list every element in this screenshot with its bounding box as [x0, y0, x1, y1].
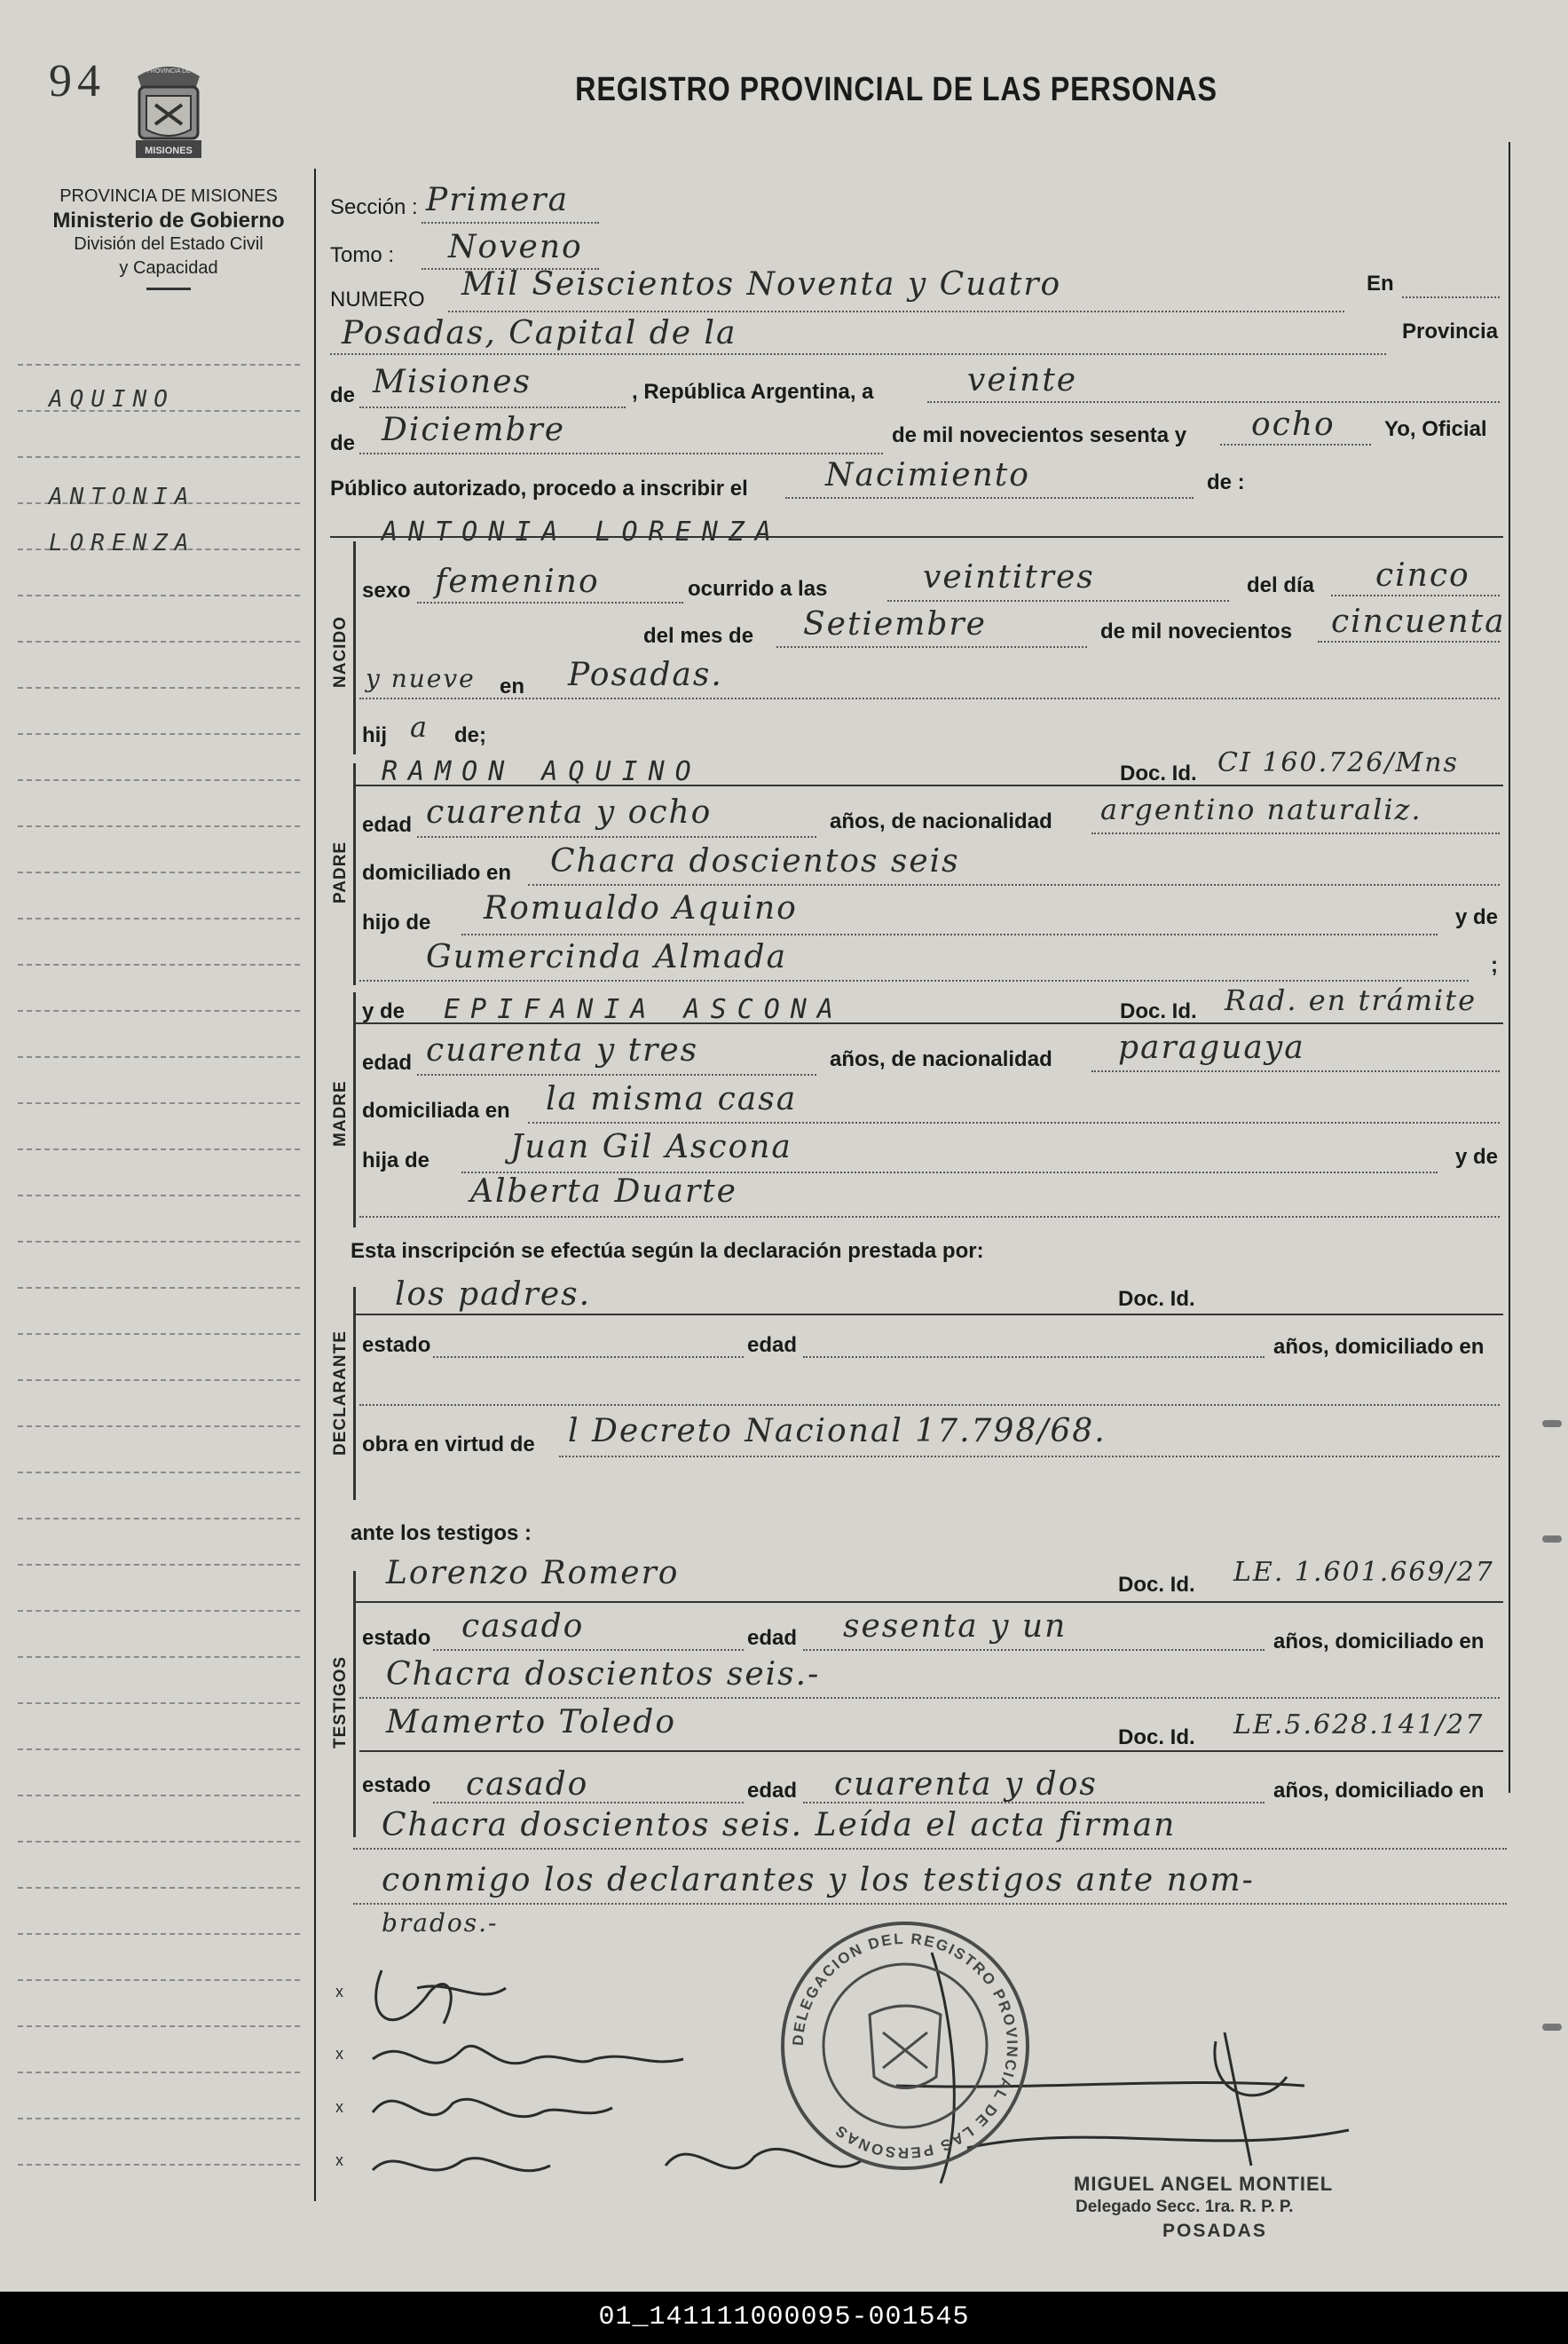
margin-ruled-line — [18, 1425, 300, 1428]
hij-value: a — [410, 710, 429, 744]
testigo-1-estado-value: casado — [461, 1608, 585, 1645]
place-line — [330, 353, 1386, 355]
de-label-1: de — [330, 383, 356, 407]
margin-ruled-line — [18, 733, 300, 736]
madre-anios-nac-label: años, de nacionalidad — [830, 1047, 1052, 1071]
declarante-name-line — [353, 1314, 1503, 1315]
margin-ruled-line — [18, 1333, 300, 1336]
margin-ruled-line — [18, 1795, 300, 1797]
provincial-crest-icon — [120, 60, 217, 167]
margin-ruled-line — [18, 1656, 300, 1659]
agency-block — [18, 185, 319, 290]
testigo-2-domicilio-line — [353, 1848, 1507, 1850]
sexo-value: femenino — [435, 564, 600, 600]
crest-ribbon: PROVINCIA DE — [146, 68, 191, 75]
closing-line-1-rule — [353, 1903, 1507, 1905]
margin-ruled-line — [18, 1887, 300, 1890]
numero-line — [448, 311, 1344, 312]
madre-domicilio-label: domiciliada en — [362, 1099, 510, 1123]
signature-3 — [373, 2099, 612, 2117]
madre-domicilio-value: la misma casa — [546, 1081, 798, 1117]
obra-value: l Decreto Nacional 17.798/68. — [568, 1413, 1107, 1449]
margin-note-surname: AQUINO — [49, 386, 175, 413]
madre-bracket — [353, 992, 356, 1227]
padre-name-line — [353, 785, 1503, 786]
testigo-1-edad-label: edad — [747, 1626, 798, 1650]
madre-y-de-label-2: y de — [1455, 1145, 1499, 1169]
declarante-name: los padres. — [395, 1276, 592, 1313]
officer-name: MIGUEL ANGEL MONTIEL — [1074, 2173, 1334, 2195]
en-line — [1402, 296, 1500, 298]
seccion-value: Primera — [426, 182, 570, 218]
margin-ruled-line — [18, 1472, 300, 1474]
testigo-2-name-line — [359, 1750, 1503, 1752]
official-seal-stamp-icon — [776, 1917, 1034, 2174]
madre-madre-value: Alberta Duarte — [470, 1173, 737, 1210]
right-rule — [1509, 142, 1510, 1793]
testigo-2-edad-value: cuarenta y dos — [834, 1766, 1098, 1803]
padre-nacionalidad-line — [1091, 833, 1500, 834]
dia-line — [927, 401, 1500, 403]
file-id: 01_141111000095-001545 — [598, 2302, 970, 2332]
margin-ruled-line — [18, 1010, 300, 1013]
padre-domicilio-value: Chacra doscientos seis — [550, 843, 960, 880]
margin-ruled-line — [18, 2025, 300, 2028]
testigo-1-doc-value: LE. 1.601.669/27 — [1233, 1557, 1494, 1588]
margin-ruled-line — [18, 964, 300, 967]
margin-ruled-line — [18, 1748, 300, 1751]
testigo-2-doc-label: Doc. Id. — [1118, 1725, 1195, 1749]
publico-label: Público autorizado, procedo a inscribir el — [330, 477, 748, 501]
yo-label: Yo, Oficial — [1384, 417, 1487, 441]
testigo-2-edad-label: edad — [747, 1779, 798, 1803]
madre-name-line — [353, 1022, 1503, 1024]
padre-doc-value: CI 160.726/Mns — [1217, 747, 1459, 778]
page-number: 94 — [49, 56, 106, 107]
sexo-line — [417, 602, 683, 604]
madre-edad-line — [417, 1074, 816, 1076]
margin-ruled-line — [18, 1564, 300, 1567]
crest-label: MISIONES — [145, 146, 193, 156]
declarante-bracket — [353, 1287, 356, 1500]
madre-y-de-label: y de — [362, 999, 406, 1023]
dia-nac-value: cinco — [1375, 557, 1470, 594]
sexo-label: sexo — [362, 579, 411, 603]
padre-semicolon: ; — [1491, 953, 1498, 977]
tomo-value: Noveno — [448, 229, 583, 265]
svg-text:x: x — [335, 1983, 343, 2001]
margin-ruled-line — [18, 1056, 300, 1059]
en-label: En — [1367, 272, 1394, 296]
nacido-section-label: NACIDO — [331, 616, 350, 688]
declarante-edad-label: edad — [747, 1333, 798, 1357]
republica-label: , República Argentina, a — [632, 380, 874, 404]
de-colon-label: de : — [1207, 470, 1245, 494]
testigo-2-domicilio: Chacra doscientos seis. Leída el acta firman — [382, 1807, 1177, 1843]
padre-edad-value: cuarenta y ocho — [426, 794, 713, 831]
margin-ruled-line — [18, 1933, 300, 1936]
del-dia-label: del día — [1247, 573, 1315, 597]
margin-ruled-line — [18, 2072, 300, 2074]
acto-value: Nacimiento — [825, 457, 1030, 493]
testigo-2-name: Mamerto Toledo — [386, 1704, 676, 1740]
margin-ruled-line — [18, 918, 300, 920]
testigo-1-domicilio-line — [359, 1697, 1500, 1699]
margin-ruled-line — [18, 1241, 300, 1243]
hij-label: hij — [362, 723, 387, 747]
testigos-bracket — [353, 1571, 356, 1837]
padre-domicilio-label: domiciliado en — [362, 861, 512, 885]
padre-domicilio-line — [528, 884, 1500, 886]
padre-padre-value: Romualdo Aquino — [484, 890, 798, 927]
margin-rule — [314, 169, 316, 2201]
margin-ruled-line — [18, 687, 300, 690]
margin-ruled-line — [18, 1610, 300, 1613]
binder-ring-1 — [1542, 1420, 1562, 1427]
declarante-domicilio-line — [359, 1404, 1500, 1406]
madre-nacionalidad-line — [1091, 1070, 1500, 1072]
margin-ruled-line — [18, 364, 300, 367]
padre-padre-line — [461, 934, 1438, 935]
margin-ruled-line — [18, 2118, 300, 2120]
provincia-label: Provincia — [1402, 320, 1499, 343]
closing-line-2: brados.- — [382, 1908, 499, 1938]
padre-bracket — [353, 763, 356, 985]
madre-doc-label: Doc. Id. — [1120, 999, 1197, 1023]
nacido-bracket — [353, 541, 356, 754]
margin-ruled-line — [18, 1379, 300, 1382]
padre-name: RAMON AQUINO — [382, 756, 702, 787]
declarante-section-label: DECLARANTE — [331, 1330, 350, 1456]
margin-ruled-line — [18, 595, 300, 597]
mes-nac-line — [776, 646, 1087, 648]
margin-ruled-line — [18, 1102, 300, 1105]
mes-line — [359, 453, 883, 454]
madre-edad-label: edad — [362, 1051, 413, 1075]
closing-line-1: conmigo los declarantes y los testigos ante nom- — [382, 1862, 1255, 1898]
padre-madre-value: Gumercinda Almada — [426, 939, 788, 975]
numero-value: Mil Seiscientos Noventa y Cuatro — [461, 266, 1062, 303]
svg-text:x: x — [335, 2151, 343, 2169]
margin-ruled-line — [18, 1702, 300, 1705]
declarante-anios-dom-label: años, domiciliado en — [1273, 1335, 1485, 1359]
en-nac-label: en — [500, 675, 525, 698]
anio-nac-cont: y nueve — [366, 664, 476, 693]
obra-label: obra en virtud de — [362, 1432, 535, 1456]
testigo-1-estado-line — [433, 1649, 744, 1651]
anio-value: ocho — [1251, 406, 1336, 443]
margin-ruled-line — [18, 456, 300, 459]
anio-line — [1220, 444, 1371, 446]
agency-province: PROVINCIA DE MISIONES — [59, 186, 278, 206]
seal-text: DELEGACION DEL REGISTRO PROVINCIAL DE LAS PERSONAS — [789, 1930, 1021, 2162]
testigo-1-anios-dom-label: años, domiciliado en — [1273, 1630, 1485, 1653]
agency-ministry: Ministerio de Gobierno — [52, 209, 285, 233]
mes-value: Diciembre — [382, 412, 566, 448]
testigo-1-edad-value: sesenta y un — [843, 1608, 1068, 1645]
nacido-name: ANTONIA LORENZA — [382, 517, 782, 548]
margin-ruled-line — [18, 825, 300, 828]
declarante-estado-line — [433, 1356, 744, 1358]
declarante-edad-line — [803, 1356, 1265, 1358]
document-title: REGISTRO PROVINCIAL DE LAS PERSONAS — [575, 71, 1217, 108]
madre-edad-value: cuarenta y tres — [426, 1032, 699, 1069]
testigo-2-estado-label: estado — [362, 1773, 431, 1797]
testigo-1-domicilio: Chacra doscientos seis.- — [386, 1656, 821, 1693]
tomo-label: Tomo : — [330, 243, 395, 267]
testigo-2-estado-value: casado — [466, 1766, 589, 1803]
padre-hijo-de-label: hijo de — [362, 911, 431, 935]
lugar-nac-value: Posadas. — [568, 657, 723, 693]
dia-nac-line — [1331, 595, 1500, 596]
margin-note-second-name: LORENZA — [49, 530, 196, 556]
obra-line — [559, 1456, 1500, 1457]
testigo-2-estado-line — [433, 1802, 744, 1803]
padre-edad-line — [417, 836, 816, 838]
margin-ruled-line — [18, 1287, 300, 1290]
file-id-bar — [0, 2292, 1568, 2344]
svg-text:x: x — [335, 2045, 343, 2063]
testigo-2-anios-dom-label: años, domiciliado en — [1273, 1779, 1485, 1803]
padre-section-label: PADRE — [331, 841, 350, 904]
margin-ruled-line — [18, 1148, 300, 1151]
seccion-label: Sección : — [330, 195, 418, 219]
padre-edad-label: edad — [362, 813, 413, 837]
signature-2 — [373, 2046, 683, 2064]
anio-nac-line — [1318, 641, 1500, 643]
binder-ring-2 — [1542, 1535, 1562, 1543]
testigo-1-edad-line — [803, 1649, 1265, 1651]
provincia-value: Misiones — [373, 364, 532, 400]
testigo-2-doc-value: LE.5.628.141/27 — [1233, 1709, 1485, 1740]
madre-name: EPIFANIA ASCONA — [444, 994, 844, 1025]
margin-ruled-line — [18, 1841, 300, 1843]
mes-nac-value: Setiembre — [803, 606, 987, 643]
margin-ruled-line — [18, 872, 300, 874]
testigo-1-doc-label: Doc. Id. — [1118, 1573, 1195, 1597]
de-label-2: de — [330, 431, 356, 455]
testigo-1-name: Lorenzo Romero — [386, 1555, 680, 1591]
mil-label: de mil novecientos — [1100, 620, 1293, 643]
margin-ruled-line — [18, 641, 300, 643]
madre-section-label: MADRE — [331, 1080, 350, 1147]
madre-nacionalidad-value: paraguaya — [1118, 1030, 1305, 1066]
anio-nac-value: cincuenta — [1331, 604, 1506, 640]
hora-line — [887, 600, 1229, 602]
agency-divider — [146, 288, 191, 290]
padre-anios-nac-label: años, de nacionalidad — [830, 809, 1052, 833]
svg-text:x: x — [335, 2098, 343, 2116]
madre-doc-value: Rad. en trámite — [1225, 983, 1477, 1017]
madre-domicilio-line — [528, 1122, 1500, 1124]
testigo-2-edad-line — [803, 1802, 1265, 1803]
margin-note-first-name: ANTONIA — [49, 484, 196, 510]
numero-label: NUMERO — [330, 288, 425, 312]
testigo-1-name-line — [353, 1601, 1503, 1603]
officer-city: POSADAS — [1162, 2221, 1267, 2241]
officer-role: Delegado Secc. 1ra. R. P. P. — [1076, 2198, 1294, 2216]
testigos-section-label: TESTIGOS — [331, 1655, 350, 1748]
place-value: Posadas, Capital de la — [342, 315, 737, 351]
provincia-line — [359, 406, 626, 408]
margin-ruled-line — [18, 1195, 300, 1197]
padre-madre-line — [359, 980, 1469, 982]
dia-value: veinte — [967, 362, 1078, 399]
testigo-1-estado-label: estado — [362, 1626, 431, 1650]
anio-label: de mil novecientos sesenta y — [892, 423, 1187, 447]
lugar-nac-line — [359, 698, 1500, 699]
agency-division: División del Estado Civil — [74, 234, 264, 254]
hij-de-label: de; — [454, 723, 486, 747]
hora-value: veintitres — [923, 559, 1095, 596]
ocurrido-label: ocurrido a las — [688, 577, 828, 601]
margin-ruled-line — [18, 779, 300, 782]
acto-line — [785, 497, 1194, 499]
margin-ruled-line — [18, 1518, 300, 1520]
declarante-intro: Esta inscripción se efectúa según la declaración prestada por: — [351, 1239, 984, 1263]
del-mes-label: del mes de — [643, 624, 754, 648]
signature-1 — [376, 1970, 506, 2024]
padre-y-de-label: y de — [1455, 905, 1499, 929]
binder-ring-3 — [1542, 2024, 1562, 2031]
nacido-name-line — [330, 536, 1503, 538]
declarante-estado-label: estado — [362, 1333, 431, 1357]
padre-nacionalidad-value: argentino naturaliz. — [1100, 793, 1422, 826]
margin-ruled-line — [18, 2164, 300, 2166]
declarante-doc-label: Doc. Id. — [1118, 1287, 1195, 1311]
madre-hija-de-label: hija de — [362, 1148, 430, 1172]
margin-ruled-line — [18, 1979, 300, 1982]
testigos-intro: ante los testigos : — [351, 1521, 532, 1545]
agency-capacity: y Capacidad — [119, 258, 218, 278]
seccion-line — [422, 222, 599, 224]
padre-doc-label: Doc. Id. — [1120, 762, 1197, 785]
madre-madre-line — [359, 1216, 1500, 1218]
madre-padre-value: Juan Gil Ascona — [510, 1129, 792, 1165]
